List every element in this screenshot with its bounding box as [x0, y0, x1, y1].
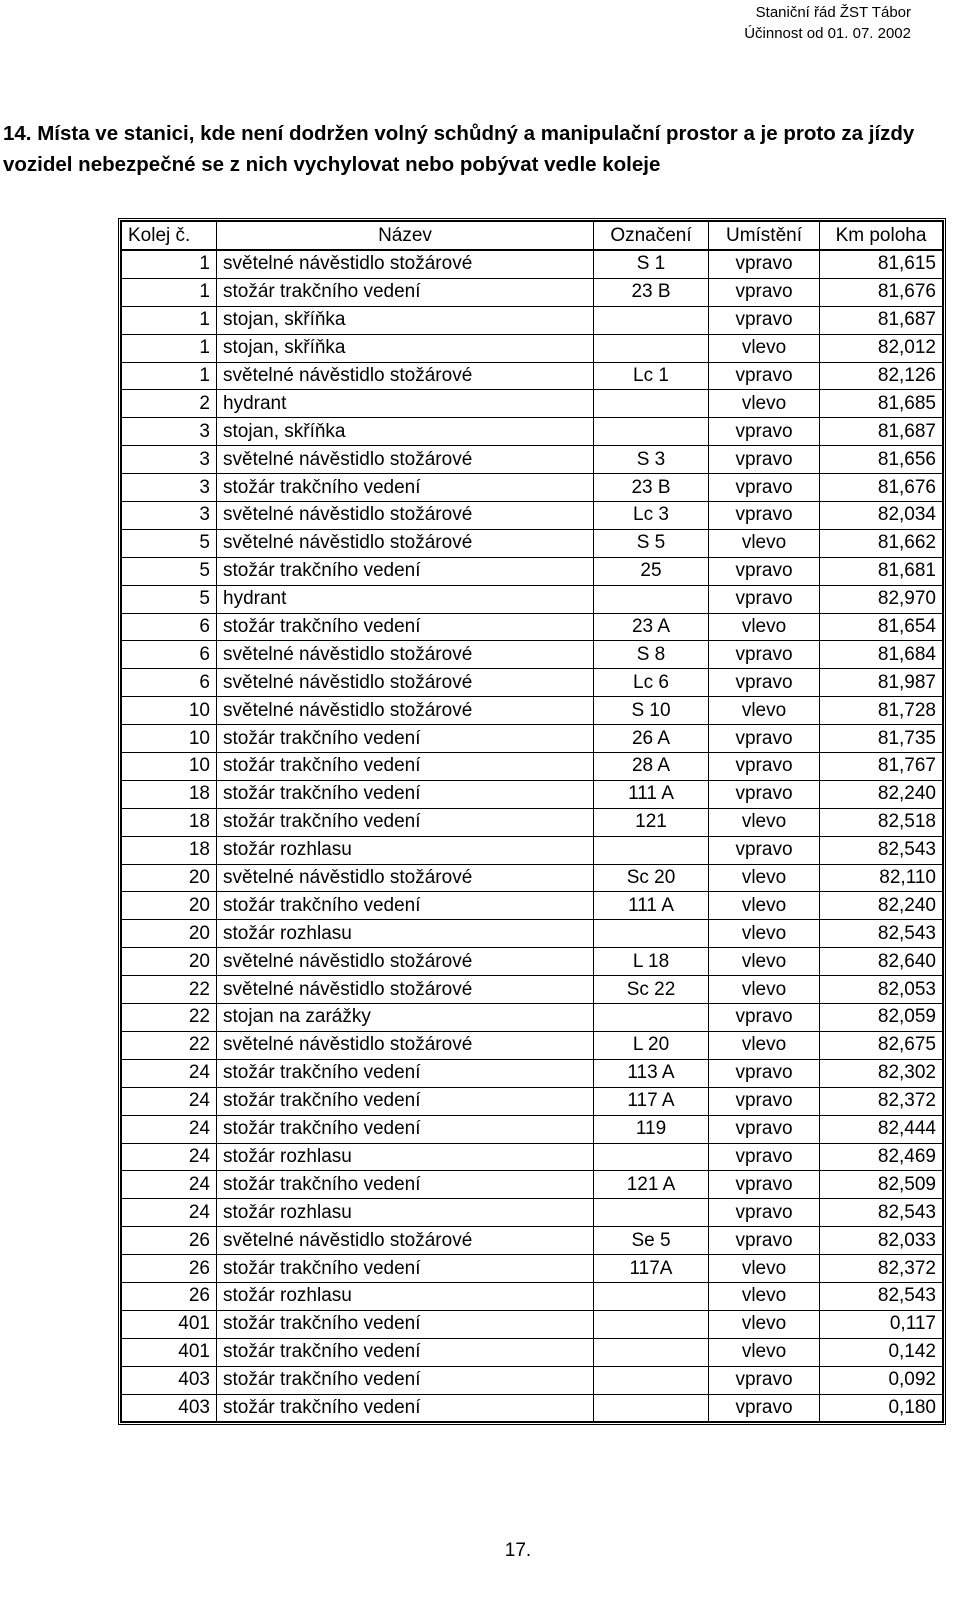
cell-placement: vlevo: [709, 1282, 820, 1310]
cell-placement: vlevo: [709, 1310, 820, 1338]
table-row: [122, 390, 943, 418]
cell-track: 22: [122, 1031, 217, 1059]
cell-km-position: 82,012: [820, 334, 943, 362]
cell-name: světelné návěstidlo stožárové: [217, 502, 594, 530]
cell-name: stožár rozhlasu: [217, 836, 594, 864]
table-row: [122, 1310, 943, 1338]
table-row: [122, 808, 943, 836]
cell-designation: [594, 585, 709, 613]
cell-track: 5: [122, 557, 217, 585]
cell-designation: [594, 334, 709, 362]
cell-track: 401: [122, 1310, 217, 1338]
cell-name: stožár rozhlasu: [217, 1143, 594, 1171]
cell-km-position: 0,092: [820, 1366, 943, 1394]
cell-km-position: 82,640: [820, 948, 943, 976]
cell-km-position: 81,656: [820, 446, 943, 474]
cell-track: 6: [122, 669, 217, 697]
cell-placement: vlevo: [709, 976, 820, 1004]
cell-designation: [594, 836, 709, 864]
cell-name: stožár rozhlasu: [217, 920, 594, 948]
cell-placement: vlevo: [709, 1255, 820, 1283]
table-row: [122, 1171, 943, 1199]
cell-track: 22: [122, 976, 217, 1004]
cell-designation: 121 A: [594, 1171, 709, 1199]
cell-km-position: 82,053: [820, 976, 943, 1004]
cell-designation: 111 A: [594, 892, 709, 920]
table-row: [122, 948, 943, 976]
cell-name: světelné návěstidlo stožárové: [217, 697, 594, 725]
table-row: [122, 725, 943, 753]
cell-placement: vpravo: [709, 306, 820, 334]
cell-km-position: 82,126: [820, 362, 943, 390]
cell-placement: vlevo: [709, 613, 820, 641]
cell-designation: Se 5: [594, 1227, 709, 1255]
cell-placement: vlevo: [709, 390, 820, 418]
document-header: [744, 2, 911, 44]
cell-km-position: 81,662: [820, 529, 943, 557]
cell-placement: vpravo: [709, 1366, 820, 1394]
cell-designation: [594, 1004, 709, 1032]
cell-placement: vpravo: [709, 585, 820, 613]
cell-track: 18: [122, 808, 217, 836]
page-number: 17.: [504, 1540, 532, 1561]
cell-name: stožár trakčního vedení: [217, 808, 594, 836]
table-header-row: [122, 222, 943, 251]
cell-km-position: 0,142: [820, 1338, 943, 1366]
cell-name: světelné návěstidlo stožárové: [217, 446, 594, 474]
table-row: [122, 362, 943, 390]
cell-designation: 23 A: [594, 613, 709, 641]
cell-track: 10: [122, 753, 217, 781]
cell-track: 26: [122, 1255, 217, 1283]
column-header-placement: Umístění: [709, 222, 820, 251]
cell-designation: [594, 1199, 709, 1227]
cell-name: světelné návěstidlo stožárové: [217, 669, 594, 697]
cell-track: 24: [122, 1143, 217, 1171]
cell-designation: 26 A: [594, 725, 709, 753]
cell-km-position: 81,987: [820, 669, 943, 697]
cell-name: stožár trakčního vedení: [217, 1087, 594, 1115]
cell-placement: vpravo: [709, 1171, 820, 1199]
cell-km-position: 81,654: [820, 613, 943, 641]
cell-placement: vpravo: [709, 557, 820, 585]
table-row: [122, 641, 943, 669]
cell-placement: vlevo: [709, 1338, 820, 1366]
cell-track: 24: [122, 1087, 217, 1115]
cell-km-position: 0,117: [820, 1310, 943, 1338]
cell-name: stožár trakčního vedení: [217, 1059, 594, 1087]
cell-designation: 111 A: [594, 780, 709, 808]
cell-designation: 119: [594, 1115, 709, 1143]
column-header-designation: Označení: [594, 222, 709, 251]
cell-name: světelné návěstidlo stožárové: [217, 250, 594, 278]
table-row: [122, 1227, 943, 1255]
cell-km-position: 82,033: [820, 1227, 943, 1255]
cell-name: stožár trakčního vedení: [217, 892, 594, 920]
cell-km-position: 81,676: [820, 278, 943, 306]
cell-name: stojan, skříňka: [217, 334, 594, 362]
cell-designation: Sc 20: [594, 864, 709, 892]
cell-name: hydrant: [217, 585, 594, 613]
cell-designation: [594, 920, 709, 948]
cell-name: stožár trakčního vedení: [217, 613, 594, 641]
cell-track: 24: [122, 1059, 217, 1087]
cell-placement: vpravo: [709, 1087, 820, 1115]
cell-placement: vpravo: [709, 250, 820, 278]
cell-km-position: 81,684: [820, 641, 943, 669]
cell-track: 26: [122, 1282, 217, 1310]
cell-track: 6: [122, 641, 217, 669]
cell-placement: vpravo: [709, 753, 820, 781]
table-row: [122, 920, 943, 948]
cell-km-position: 82,302: [820, 1059, 943, 1087]
cell-km-position: 82,110: [820, 864, 943, 892]
cell-km-position: 82,970: [820, 585, 943, 613]
cell-placement: vlevo: [709, 948, 820, 976]
table-row: [122, 864, 943, 892]
cell-track: 1: [122, 362, 217, 390]
cell-track: 18: [122, 836, 217, 864]
cell-placement: vlevo: [709, 697, 820, 725]
cell-designation: [594, 1282, 709, 1310]
cell-placement: vpravo: [709, 1115, 820, 1143]
cell-placement: vpravo: [709, 1143, 820, 1171]
cell-track: 1: [122, 306, 217, 334]
cell-name: stožár trakčního vedení: [217, 1171, 594, 1199]
cell-designation: Lc 3: [594, 502, 709, 530]
cell-track: 22: [122, 1004, 217, 1032]
table-row: [122, 502, 943, 530]
cell-name: světelné návěstidlo stožárové: [217, 641, 594, 669]
cell-km-position: 82,372: [820, 1255, 943, 1283]
cell-designation: 25: [594, 557, 709, 585]
cell-track: 20: [122, 864, 217, 892]
table-row: [122, 1199, 943, 1227]
cell-km-position: 82,059: [820, 1004, 943, 1032]
cell-name: stožár trakčního vedení: [217, 1394, 594, 1422]
cell-designation: 23 B: [594, 278, 709, 306]
cell-name: stožár trakčního vedení: [217, 1255, 594, 1283]
locations-table-frame: [118, 218, 946, 1425]
cell-km-position: 81,685: [820, 390, 943, 418]
cell-track: 10: [122, 725, 217, 753]
cell-designation: 28 A: [594, 753, 709, 781]
cell-track: 24: [122, 1199, 217, 1227]
cell-km-position: 82,034: [820, 502, 943, 530]
cell-designation: Lc 6: [594, 669, 709, 697]
table-row: [122, 1338, 943, 1366]
cell-track: 3: [122, 474, 217, 502]
cell-placement: vpravo: [709, 1199, 820, 1227]
cell-name: stožár trakčního vedení: [217, 780, 594, 808]
table-row: [122, 1115, 943, 1143]
cell-name: světelné návěstidlo stožárové: [217, 362, 594, 390]
cell-designation: [594, 390, 709, 418]
table-row: [122, 1031, 943, 1059]
cell-track: 3: [122, 418, 217, 446]
cell-km-position: 81,676: [820, 474, 943, 502]
cell-km-position: 81,735: [820, 725, 943, 753]
cell-placement: vpravo: [709, 446, 820, 474]
cell-track: 401: [122, 1338, 217, 1366]
cell-placement: vpravo: [709, 1394, 820, 1422]
cell-designation: S 8: [594, 641, 709, 669]
cell-km-position: 82,543: [820, 836, 943, 864]
cell-track: 24: [122, 1115, 217, 1143]
table-row: [122, 334, 943, 362]
cell-name: stožár trakčního vedení: [217, 1366, 594, 1394]
locations-table: [121, 221, 943, 1422]
table-body: [122, 250, 943, 1422]
cell-designation: S 1: [594, 250, 709, 278]
table-row: [122, 697, 943, 725]
cell-designation: S 3: [594, 446, 709, 474]
cell-km-position: 81,615: [820, 250, 943, 278]
cell-track: 6: [122, 613, 217, 641]
cell-placement: vpravo: [709, 725, 820, 753]
cell-track: 24: [122, 1171, 217, 1199]
cell-name: světelné návěstidlo stožárové: [217, 864, 594, 892]
cell-km-position: 82,469: [820, 1143, 943, 1171]
table-row: [122, 418, 943, 446]
cell-track: 403: [122, 1366, 217, 1394]
cell-placement: vlevo: [709, 920, 820, 948]
cell-designation: 121: [594, 808, 709, 836]
table-row: [122, 753, 943, 781]
column-header-km-position: Km poloha: [820, 222, 943, 251]
cell-name: světelné návěstidlo stožárové: [217, 1031, 594, 1059]
cell-placement: vpravo: [709, 641, 820, 669]
table-row: [122, 1282, 943, 1310]
cell-km-position: 82,444: [820, 1115, 943, 1143]
cell-name: stožár trakčního vedení: [217, 1115, 594, 1143]
cell-name: stožár trakčního vedení: [217, 1338, 594, 1366]
header-document-title: Staniční řád ŽST Tábor: [755, 4, 911, 21]
table-row: [122, 557, 943, 585]
cell-name: hydrant: [217, 390, 594, 418]
cell-name: světelné návěstidlo stožárové: [217, 976, 594, 1004]
table-row: [122, 529, 943, 557]
cell-km-position: 82,543: [820, 1199, 943, 1227]
cell-designation: 23 B: [594, 474, 709, 502]
cell-km-position: 82,240: [820, 780, 943, 808]
cell-placement: vpravo: [709, 418, 820, 446]
cell-designation: [594, 1394, 709, 1422]
cell-name: stožár rozhlasu: [217, 1199, 594, 1227]
cell-placement: vlevo: [709, 334, 820, 362]
cell-placement: vlevo: [709, 1031, 820, 1059]
table-row: [122, 1366, 943, 1394]
header-effective-date: Účinnost od 01. 07. 2002: [744, 25, 911, 42]
table-row: [122, 1394, 943, 1422]
cell-placement: vpravo: [709, 502, 820, 530]
cell-designation: 117A: [594, 1255, 709, 1283]
cell-designation: [594, 418, 709, 446]
cell-track: 1: [122, 250, 217, 278]
cell-track: 20: [122, 920, 217, 948]
cell-track: 1: [122, 278, 217, 306]
cell-placement: vpravo: [709, 278, 820, 306]
table-row: [122, 669, 943, 697]
cell-km-position: 0,180: [820, 1394, 943, 1422]
table-row: [122, 1087, 943, 1115]
table-row: [122, 1004, 943, 1032]
table-row: [122, 306, 943, 334]
cell-name: stojan, skříňka: [217, 418, 594, 446]
cell-name: stojan na zarážky: [217, 1004, 594, 1032]
cell-designation: [594, 1143, 709, 1171]
cell-designation: S 5: [594, 529, 709, 557]
table-row: [122, 250, 943, 278]
cell-name: světelné návěstidlo stožárové: [217, 1227, 594, 1255]
table-row: [122, 613, 943, 641]
table-row: [122, 474, 943, 502]
cell-designation: Lc 1: [594, 362, 709, 390]
table-row: [122, 1143, 943, 1171]
cell-placement: vpravo: [709, 474, 820, 502]
cell-track: 20: [122, 892, 217, 920]
cell-name: stožár trakčního vedení: [217, 753, 594, 781]
cell-track: 5: [122, 585, 217, 613]
cell-km-position: 82,675: [820, 1031, 943, 1059]
cell-track: 3: [122, 446, 217, 474]
cell-km-position: 82,372: [820, 1087, 943, 1115]
cell-placement: vlevo: [709, 864, 820, 892]
table-row: [122, 1255, 943, 1283]
cell-track: 20: [122, 948, 217, 976]
cell-track: 2: [122, 390, 217, 418]
cell-km-position: 81,681: [820, 557, 943, 585]
cell-designation: L 18: [594, 948, 709, 976]
cell-designation: S 10: [594, 697, 709, 725]
cell-name: stožár trakčního vedení: [217, 725, 594, 753]
cell-track: 3: [122, 502, 217, 530]
cell-km-position: 82,543: [820, 920, 943, 948]
table-row: [122, 1059, 943, 1087]
table-row: [122, 780, 943, 808]
table-row: [122, 836, 943, 864]
cell-designation: [594, 1366, 709, 1394]
cell-name: stožár rozhlasu: [217, 1282, 594, 1310]
cell-placement: vpravo: [709, 362, 820, 390]
cell-name: stojan, skříňka: [217, 306, 594, 334]
table-row: [122, 892, 943, 920]
cell-placement: vpravo: [709, 1227, 820, 1255]
cell-name: stožár trakčního vedení: [217, 474, 594, 502]
cell-track: 5: [122, 529, 217, 557]
cell-name: stožár trakčního vedení: [217, 557, 594, 585]
cell-placement: vlevo: [709, 808, 820, 836]
cell-placement: vpravo: [709, 669, 820, 697]
cell-track: 26: [122, 1227, 217, 1255]
cell-placement: vlevo: [709, 529, 820, 557]
cell-placement: vpravo: [709, 1004, 820, 1032]
cell-name: stožár trakčního vedení: [217, 1310, 594, 1338]
cell-designation: [594, 1338, 709, 1366]
table-row: [122, 585, 943, 613]
cell-designation: [594, 1310, 709, 1338]
cell-km-position: 82,543: [820, 1282, 943, 1310]
column-header-name: Název: [217, 222, 594, 251]
cell-track: 403: [122, 1394, 217, 1422]
cell-designation: [594, 306, 709, 334]
cell-placement: vpravo: [709, 836, 820, 864]
table-row: [122, 278, 943, 306]
cell-designation: Sc 22: [594, 976, 709, 1004]
cell-track: 1: [122, 334, 217, 362]
cell-placement: vpravo: [709, 1059, 820, 1087]
section-title: 14. Místa ve stanici, kde není dodržen volný schůdný a manipulační prostor a je proto za jízdy vozidel nebezpečné se z nich vychylovat nebo pobývat vedle koleje: [3, 122, 915, 176]
cell-designation: L 20: [594, 1031, 709, 1059]
cell-km-position: 81,728: [820, 697, 943, 725]
cell-km-position: 82,509: [820, 1171, 943, 1199]
cell-placement: vpravo: [709, 780, 820, 808]
cell-placement: vlevo: [709, 892, 820, 920]
cell-name: světelné návěstidlo stožárové: [217, 948, 594, 976]
cell-name: světelné návěstidlo stožárové: [217, 529, 594, 557]
table-row: [122, 976, 943, 1004]
column-header-track: Kolej č.: [122, 222, 217, 251]
cell-designation: 113 A: [594, 1059, 709, 1087]
cell-designation: 117 A: [594, 1087, 709, 1115]
cell-km-position: 82,518: [820, 808, 943, 836]
cell-km-position: 81,687: [820, 306, 943, 334]
cell-name: stožár trakčního vedení: [217, 278, 594, 306]
cell-track: 10: [122, 697, 217, 725]
cell-km-position: 82,240: [820, 892, 943, 920]
cell-km-position: 81,767: [820, 753, 943, 781]
cell-km-position: 81,687: [820, 418, 943, 446]
table-row: [122, 446, 943, 474]
cell-track: 18: [122, 780, 217, 808]
